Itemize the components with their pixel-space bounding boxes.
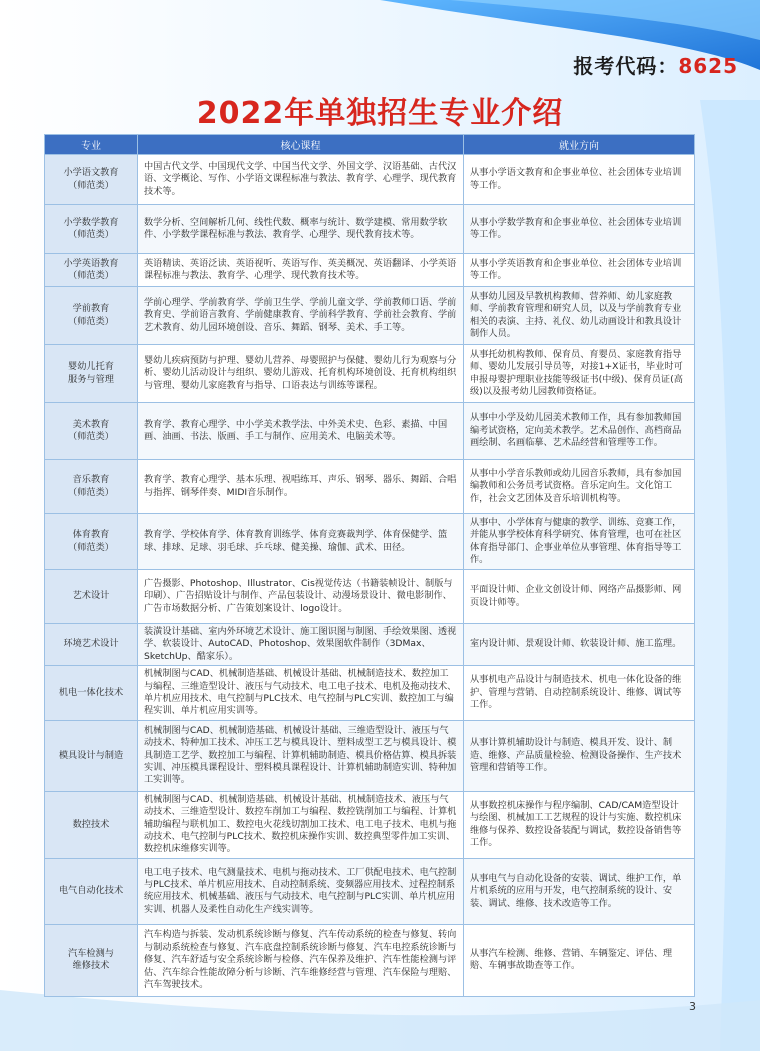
courses-cell: 婴幼儿疾病预防与护理、婴幼儿营养、母婴照护与保健、婴幼儿行为观察与分析、婴幼儿活动设计与组织、婴幼儿游戏、托育机构环境创设、托育机构组织与管理、婴幼儿家庭教育与指导、口语表达与训练等课程。 (138, 345, 464, 403)
page-number: 3 (689, 1000, 696, 1013)
major-cell (45, 287, 138, 345)
table-body (45, 155, 695, 997)
courses-cell: 广告摄影、Photoshop、Illustrator、Cis视觉传达（书籍装帧设计、制版与印刷）、广告招贴设计与制作、产品包装设计、动漫场景设计、微电影制作、广告市场数据分析、广告策划案设计、logo设计。 (138, 570, 464, 624)
exam-code-label: 报考代码： (573, 54, 679, 78)
courses-cell: 机械制图与CAD、机械制造基础、机械设计基础、机械制造技术、数控加工与编程、三维造型设计、液压与气动技术、电工电子技术、电机及拖动技术、单片机应用技术、电气控制与PLC技术、电气控制与PLC实训、数控加工与编程实训、单片机应用实训等。 (138, 666, 464, 721)
career-cell: 从事中小学及幼儿园美术教师工作，具有参加教师国编考试资格，定向美术教学。艺术品创作、高档商品画绘制、名画临摹、艺术品经营和管理等工作。 (464, 403, 695, 460)
table-row (45, 514, 695, 570)
table-row (45, 345, 695, 403)
table-row (45, 205, 695, 254)
major-name-line: 音乐教育 (72, 474, 110, 486)
career-cell: 从事汽车检测、维修、营销、车辆鉴定、评估、理赔、车辆事故勘查等工作。 (464, 924, 695, 996)
major-cell (45, 155, 138, 205)
table-row (45, 403, 695, 460)
courses-cell: 机械制图与CAD、机械制造基础、机械设计基础、机械制造技术、液压与气动技术、三维造型设计、数控车削加工与编程、数控铣削加工与编程、计算机辅助编程与联机加工、数控电火花线切割加工技术、电工电子技术、电机与拖动技术、电气控制与PLC技术、数控机床操作实训、数控典型零件加工实训、数控机床维修实训等。 (138, 791, 464, 858)
major-name-line: （师范类） (68, 431, 114, 442)
major-cell (45, 345, 138, 403)
table-row (45, 155, 695, 205)
career-cell: 从事小学语文教育和企事业单位、社会团体专业培训等工作。 (464, 155, 695, 205)
major-cell (45, 666, 138, 721)
courses-cell: 汽车构造与拆装、发动机系统诊断与修复、汽车传动系统的检查与修复、转向与制动系统检查与修复、汽车底盘控制系统诊断与修复、汽车电控系统诊断与修复、汽车舒适与安全系统诊断与检修、汽车保养及维护、汽车性能检测与评估、汽车综合性能故障分析与诊断、汽车维修经营与管理、汽车保险与理赔、汽车驾驶技术。 (138, 924, 464, 996)
major-name-line: 体育教育 (72, 529, 110, 541)
career-cell: 从事中小学音乐教师或幼儿园音乐教师，具有参加国编教师和公务员考试资格。音乐定向生。文化馆工作，社会文艺团体及音乐培训机构等。 (464, 460, 695, 514)
courses-cell: 数学分析、空间解析几何、线性代数、概率与统计、数学建模、常用数学软件、小学数学课程标准与教法、教育学、心理学、现代教育技术等。 (138, 205, 464, 254)
major-name-line: 汽车检测与 (68, 947, 114, 959)
career-cell: 从事中、小学体育与健康的教学、训练、竞赛工作，并能从事学校体育科学研究、体育管理，也可在社区体育指导部门、企事业单位从事管理、体育指导等工作。 (464, 514, 695, 570)
major-cell (45, 858, 138, 924)
page-title: 2022年单独招生专业介绍 (196, 96, 564, 131)
header-major: 专业 (45, 135, 138, 155)
major-cell (45, 205, 138, 254)
table-header-row (45, 135, 695, 155)
majors-table (44, 134, 695, 997)
major-cell (45, 514, 138, 570)
career-cell: 从事幼儿园及早教机构教师、营养师、幼儿家庭教师、学前教育管理和研究人员，以及与学前教育专业相关的表演、主持、礼仪、幼儿动画设计和教具设计制作人员。 (464, 287, 695, 345)
career-cell: 室内设计师、景观设计师、软装设计师、施工监理。 (464, 624, 695, 666)
career-cell: 从事计算机辅助设计与制造、模具开发、设计、制造、维修、产品质量检验、检测设备操作、生产技术管理和营销等工作。 (464, 720, 695, 791)
major-cell (45, 570, 138, 624)
courses-cell: 英语精读、英语泛读、英语视听、英语写作、英美概况、英语翻译、小学英语课程标准与教法、教育学、心理学、现代教育技术等。 (138, 254, 464, 287)
table-row (45, 924, 695, 996)
major-name-line: （师范类） (68, 229, 114, 240)
courses-cell: 机械制图与CAD、机械制造基础、机械设计基础、三维造型设计、液压与气动技术、特种加工技术、冲压工艺与模具设计、塑料成型工艺与模具设计、模具制造工艺学、数控加工与编程、计算机辅助制造、模具价格估算、模具拆装实训、冲压模具课程设计、塑料模具课程设计、计算机辅助制造实训、特种加工实训等。 (138, 720, 464, 791)
table-row (45, 791, 695, 858)
major-name-line: 美术教育 (72, 418, 110, 430)
major-name-line: 小学英语教育 (63, 257, 119, 269)
career-cell: 从事电气与自动化设备的安装、调试、维护工作，单片机系统的应用与开发，电气控制系统的设计、安装、调试、维修、技术改造等工作。 (464, 858, 695, 924)
major-name-line: 环境艺术设计 (63, 638, 119, 650)
exam-code-value: 8625 (678, 54, 738, 78)
career-cell: 从事机电产品设计与制造技术、机电一体化设备的维护、管理与营销、自动控制系统设计、维修、调试等工作。 (464, 666, 695, 721)
major-name-line: （师范类） (68, 179, 114, 191)
major-name-line: 小学数学教育 (63, 216, 119, 228)
major-name-line: 学前教育 (72, 303, 110, 315)
major-cell (45, 254, 138, 287)
major-name-line: 数控技术 (72, 818, 110, 830)
major-cell (45, 624, 138, 666)
major-cell (45, 720, 138, 791)
career-cell: 平面设计师、企业文创设计师、网络产品摄影师、网页设计师等。 (464, 570, 695, 624)
table-row (45, 287, 695, 345)
table-row (45, 254, 695, 287)
table-row (45, 666, 695, 721)
major-name-line: （师范类） (68, 270, 114, 281)
courses-cell: 教育学、学校体育学、体育教育训练学、体育竞赛裁判学、体育保健学、篮球、排球、足球、羽毛球、乒乓球、健美操、瑜伽、武术、田径。 (138, 514, 464, 570)
exam-code (573, 50, 738, 79)
courses-cell: 学前心理学、学前教育学、学前卫生学、学前儿童文学、学前教师口语、学前教育史、学前语言教育、学前健康教育、学前科学教育、学前社会教育、学前艺术教育、幼儿园环境创设、音乐、舞蹈、钢琴、美术、手工等。 (138, 287, 464, 345)
major-name-line: 服务与管理 (68, 373, 114, 385)
table-row (45, 624, 695, 666)
table-row (45, 570, 695, 624)
courses-cell: 教育学、教育心理学、基本乐理、视唱练耳、声乐、钢琴、器乐、舞蹈、合唱与指挥、钢琴伴奏、MIDI音乐制作。 (138, 460, 464, 514)
major-cell (45, 924, 138, 996)
major-name-line: 艺术设计 (72, 590, 110, 602)
courses-cell: 装潢设计基础、室内外环境艺术设计、施工图识图与制图、手绘效果图、透视学、软装设计、AutoCAD、Photoshop、效果图软件制作（3DMax、SketchUp、酷家乐）。 (138, 624, 464, 666)
courses-cell: 中国古代文学、中国现代文学、中国当代文学、外国文学、汉语基础、古代汉语、文学概论、写作、小学语文课程标准与教法、教育学、心理学、现代教育技术等。 (138, 155, 464, 205)
major-name-line: 婴幼儿托育 (68, 361, 114, 373)
table-row (45, 720, 695, 791)
table-row (45, 858, 695, 924)
major-cell (45, 460, 138, 514)
major-name-line: 小学语文教育 (63, 167, 119, 179)
major-name-line: 维修技术 (72, 960, 110, 972)
header-career: 就业方向 (464, 135, 695, 155)
table-row (45, 460, 695, 514)
career-cell: 从事小学英语教育和企事业单位、社会团体专业培训等工作。 (464, 254, 695, 287)
major-name-line: 模具设计与制造 (58, 749, 124, 761)
career-cell: 从事托幼机构教师、保育员、育婴员、家庭教育指导师、婴幼儿发展引导员等，对接1+X证书，毕业时可申报母婴护理职业技能等级证书(中级)、保育员证(高级)以及报考幼儿园教师资格证。 (464, 345, 695, 403)
major-cell (45, 791, 138, 858)
major-cell (45, 403, 138, 460)
career-cell: 从事数控机床操作与程序编制、CAD/CAM造型设计与绘图、机械加工工艺规程的设计与实施、数控机床维修与保养、数控设备装配与调试，数控设备销售等工作。 (464, 791, 695, 858)
major-name-line: （师范类） (68, 315, 114, 327)
courses-cell: 教育学、教育心理学、中小学美术教学法、中外美术史、色彩、素描、中国画、油画、书法、版画、手工与制作、应用美术、电脑美术等。 (138, 403, 464, 460)
header-courses: 核心课程 (138, 135, 464, 155)
major-name-line: 电气自动化技术 (58, 885, 124, 897)
major-name-line: 机电一体化技术 (58, 686, 124, 698)
major-name-line: （师范类） (68, 541, 114, 553)
courses-cell: 电工电子技术、电气测量技术、电机与拖动技术、工厂供配电技术、电气控制与PLC技术、单片机应用技术、自动控制系统、变频器应用技术、过程控制系统应用技术、机械基础、液压与气动技术、电气控制与PLC实训、单片机应用实训、机器人及柔性自动化生产线实训等。 (138, 858, 464, 924)
career-cell: 从事小学数学教育和企事业单位、社会团体专业培训等工作。 (464, 205, 695, 254)
major-name-line: （师范类） (68, 486, 114, 498)
majors-table-container (44, 134, 694, 997)
